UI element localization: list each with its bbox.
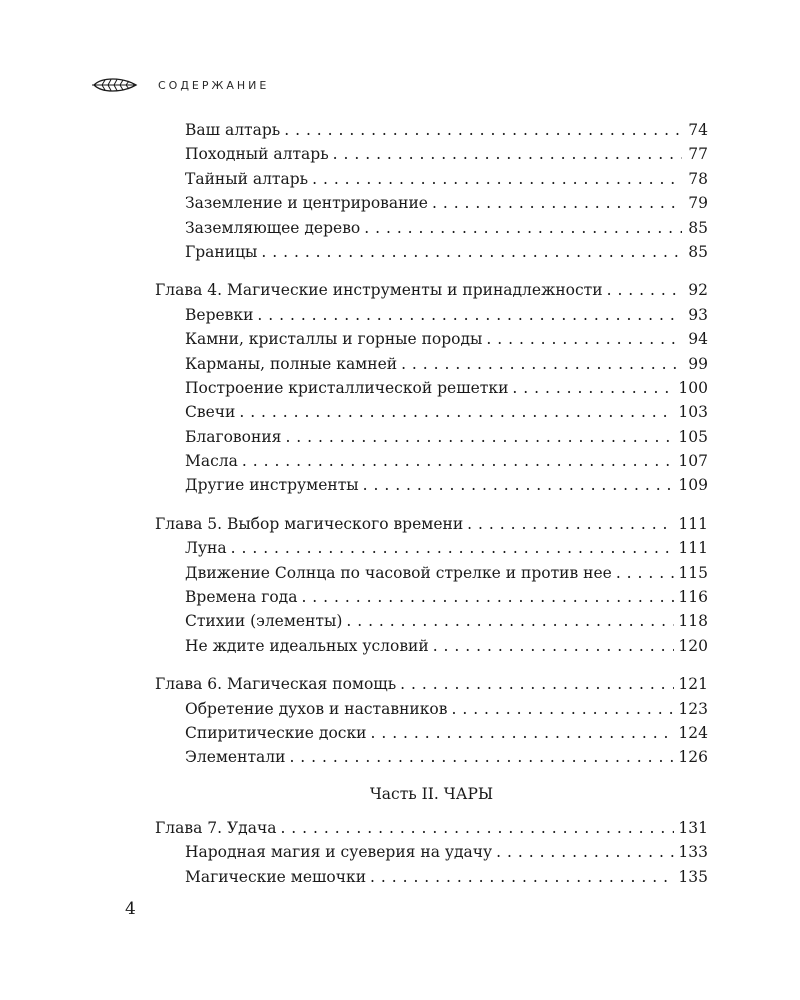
toc-entry <box>185 240 708 264</box>
toc-entry-title: Веревки <box>185 305 254 324</box>
toc-entry <box>185 865 708 889</box>
toc-page-number: 120 <box>678 636 708 655</box>
toc-entry <box>185 400 708 424</box>
toc-entry-title: Спиритические доски <box>185 723 367 742</box>
toc-chapter <box>155 512 708 536</box>
toc-entry <box>185 585 708 609</box>
toc-entry-title: Заземляющее дерево <box>185 218 361 237</box>
toc-entry <box>185 634 708 658</box>
toc-page-number: 133 <box>678 843 708 862</box>
toc-entry-title: Тайный алтарь <box>185 169 309 188</box>
toc-page-number: 135 <box>678 867 708 886</box>
dot-leader <box>280 816 674 840</box>
toc-entry <box>185 191 708 215</box>
dot-leader <box>433 634 675 658</box>
toc-page-number: 92 <box>688 281 708 300</box>
dot-leader <box>400 672 674 696</box>
toc-entry <box>185 142 708 166</box>
toc-entry-title: Другие инструменты <box>185 476 359 495</box>
toc-page-number: 118 <box>678 612 708 631</box>
toc-entry <box>185 449 708 473</box>
toc-page-number: 115 <box>678 563 708 582</box>
dot-leader <box>452 697 675 721</box>
toc-page-number: 126 <box>678 748 708 767</box>
dot-leader <box>364 216 682 240</box>
toc-entry <box>185 118 708 142</box>
toc-page-number: 85 <box>688 242 708 261</box>
toc-page-number: 107 <box>678 452 708 471</box>
dot-leader <box>467 512 674 536</box>
toc-entry-title: Народная магия и суеверия на удачу <box>185 843 493 862</box>
dot-leader <box>346 609 674 633</box>
toc-page-number: 131 <box>678 818 708 837</box>
dot-leader <box>239 400 674 424</box>
toc-entry-title: Камни, кристаллы и горные породы <box>185 330 483 349</box>
toc-entry-title: Заземление и центрирование <box>185 194 428 213</box>
dot-leader <box>616 561 675 585</box>
toc-entry-title: Ваш алтарь <box>185 121 281 139</box>
toc-entry-title: Движение Солнца по часовой стрелке и против нее <box>185 563 612 582</box>
toc-entry-title: Построение кристаллической решетки <box>185 378 509 397</box>
dot-leader <box>231 536 675 560</box>
toc-entry-title: Обретение духов и наставников <box>185 699 448 718</box>
section-gap <box>155 658 708 672</box>
dot-leader <box>333 142 682 166</box>
toc-page-number: 103 <box>678 403 708 422</box>
dot-leader <box>289 745 674 769</box>
toc-entry-title: Масла <box>185 452 238 471</box>
leaf-icon <box>92 76 138 94</box>
toc-entry <box>185 425 708 449</box>
toc-page-number: 109 <box>678 476 708 495</box>
toc-entry <box>185 745 708 769</box>
dot-leader <box>370 721 674 745</box>
toc-chapter-title: Глава 7. Удача <box>155 818 277 837</box>
page-number: 4 <box>125 899 136 919</box>
toc-page-number: 77 <box>688 145 708 164</box>
section-gap <box>155 498 708 512</box>
toc-entry <box>185 303 708 327</box>
toc-page-number: 124 <box>678 723 708 742</box>
running-header <box>92 76 269 94</box>
toc-page-number: 123 <box>678 699 708 718</box>
toc-entry-title: Карманы, полные камней <box>185 354 398 373</box>
dot-leader <box>486 327 682 351</box>
dot-leader <box>370 865 674 889</box>
toc-entry <box>185 840 708 864</box>
section-gap <box>155 264 708 278</box>
toc-page-number: 116 <box>678 588 708 607</box>
toc-entry <box>185 721 708 745</box>
toc-page-number: 99 <box>688 354 708 373</box>
toc-page-number: 93 <box>688 305 708 324</box>
toc-entry-title: Благовония <box>185 427 282 446</box>
toc-entry <box>185 352 708 376</box>
table-of-contents <box>155 118 708 889</box>
toc-entry-title: Магические мешочки <box>185 867 367 886</box>
toc-page-number: 94 <box>688 330 708 349</box>
toc-page-number: 105 <box>678 427 708 446</box>
toc-chapter-title: Глава 6. Магическая помощь <box>155 675 397 694</box>
toc-page-number: 121 <box>678 675 708 694</box>
dot-leader <box>496 840 674 864</box>
dot-leader <box>261 240 682 264</box>
header-title: СОДЕРЖАНИЕ <box>158 78 270 92</box>
toc-chapter <box>155 672 708 696</box>
toc-entry-title: Не ждите идеальных условий <box>185 636 429 655</box>
toc-entry <box>185 536 708 560</box>
toc-chapter-title: Глава 4. Магические инструменты и принадлежности <box>155 281 603 300</box>
toc-page-number: 85 <box>688 218 708 237</box>
toc-entry <box>185 473 708 497</box>
toc-chapter <box>155 816 708 840</box>
dot-leader <box>401 352 682 376</box>
toc-entry-title: Стихии (элементы) <box>185 612 343 631</box>
toc-page-number: 111 <box>678 514 708 533</box>
toc-entry-title: Свечи <box>185 403 236 422</box>
toc-entry <box>185 561 708 585</box>
dot-leader <box>242 449 675 473</box>
toc-entry <box>185 376 708 400</box>
dot-leader <box>512 376 674 400</box>
dot-leader <box>301 585 674 609</box>
toc-chapter <box>155 278 708 302</box>
dot-leader <box>257 303 682 327</box>
toc-page-number: 100 <box>678 378 708 397</box>
dot-leader <box>312 167 682 191</box>
toc-page-number: 78 <box>688 169 708 188</box>
toc-entry-title: Элементали <box>185 748 286 767</box>
dot-leader <box>432 191 682 215</box>
dot-leader <box>285 425 674 449</box>
toc-page-number: 74 <box>688 121 708 139</box>
dot-leader <box>363 473 675 497</box>
toc-entry <box>185 697 708 721</box>
toc-entry-title: Границы <box>185 242 258 261</box>
toc-entry <box>185 327 708 351</box>
dot-leader <box>284 118 682 142</box>
toc-chapter-title: Глава 5. Выбор магического времени <box>155 514 464 533</box>
toc-entry-title: Луна <box>185 539 227 558</box>
part-heading: Часть II. ЧАРЫ <box>369 784 494 803</box>
toc-page-number: 79 <box>688 194 708 213</box>
toc-entry-title: Походный алтарь <box>185 145 329 164</box>
toc-entry-title: Времена года <box>185 588 298 607</box>
toc-page-number: 111 <box>678 539 708 558</box>
dot-leader <box>607 278 682 302</box>
toc-entry <box>185 216 708 240</box>
toc-entry <box>185 609 708 633</box>
toc-entry <box>185 167 708 191</box>
